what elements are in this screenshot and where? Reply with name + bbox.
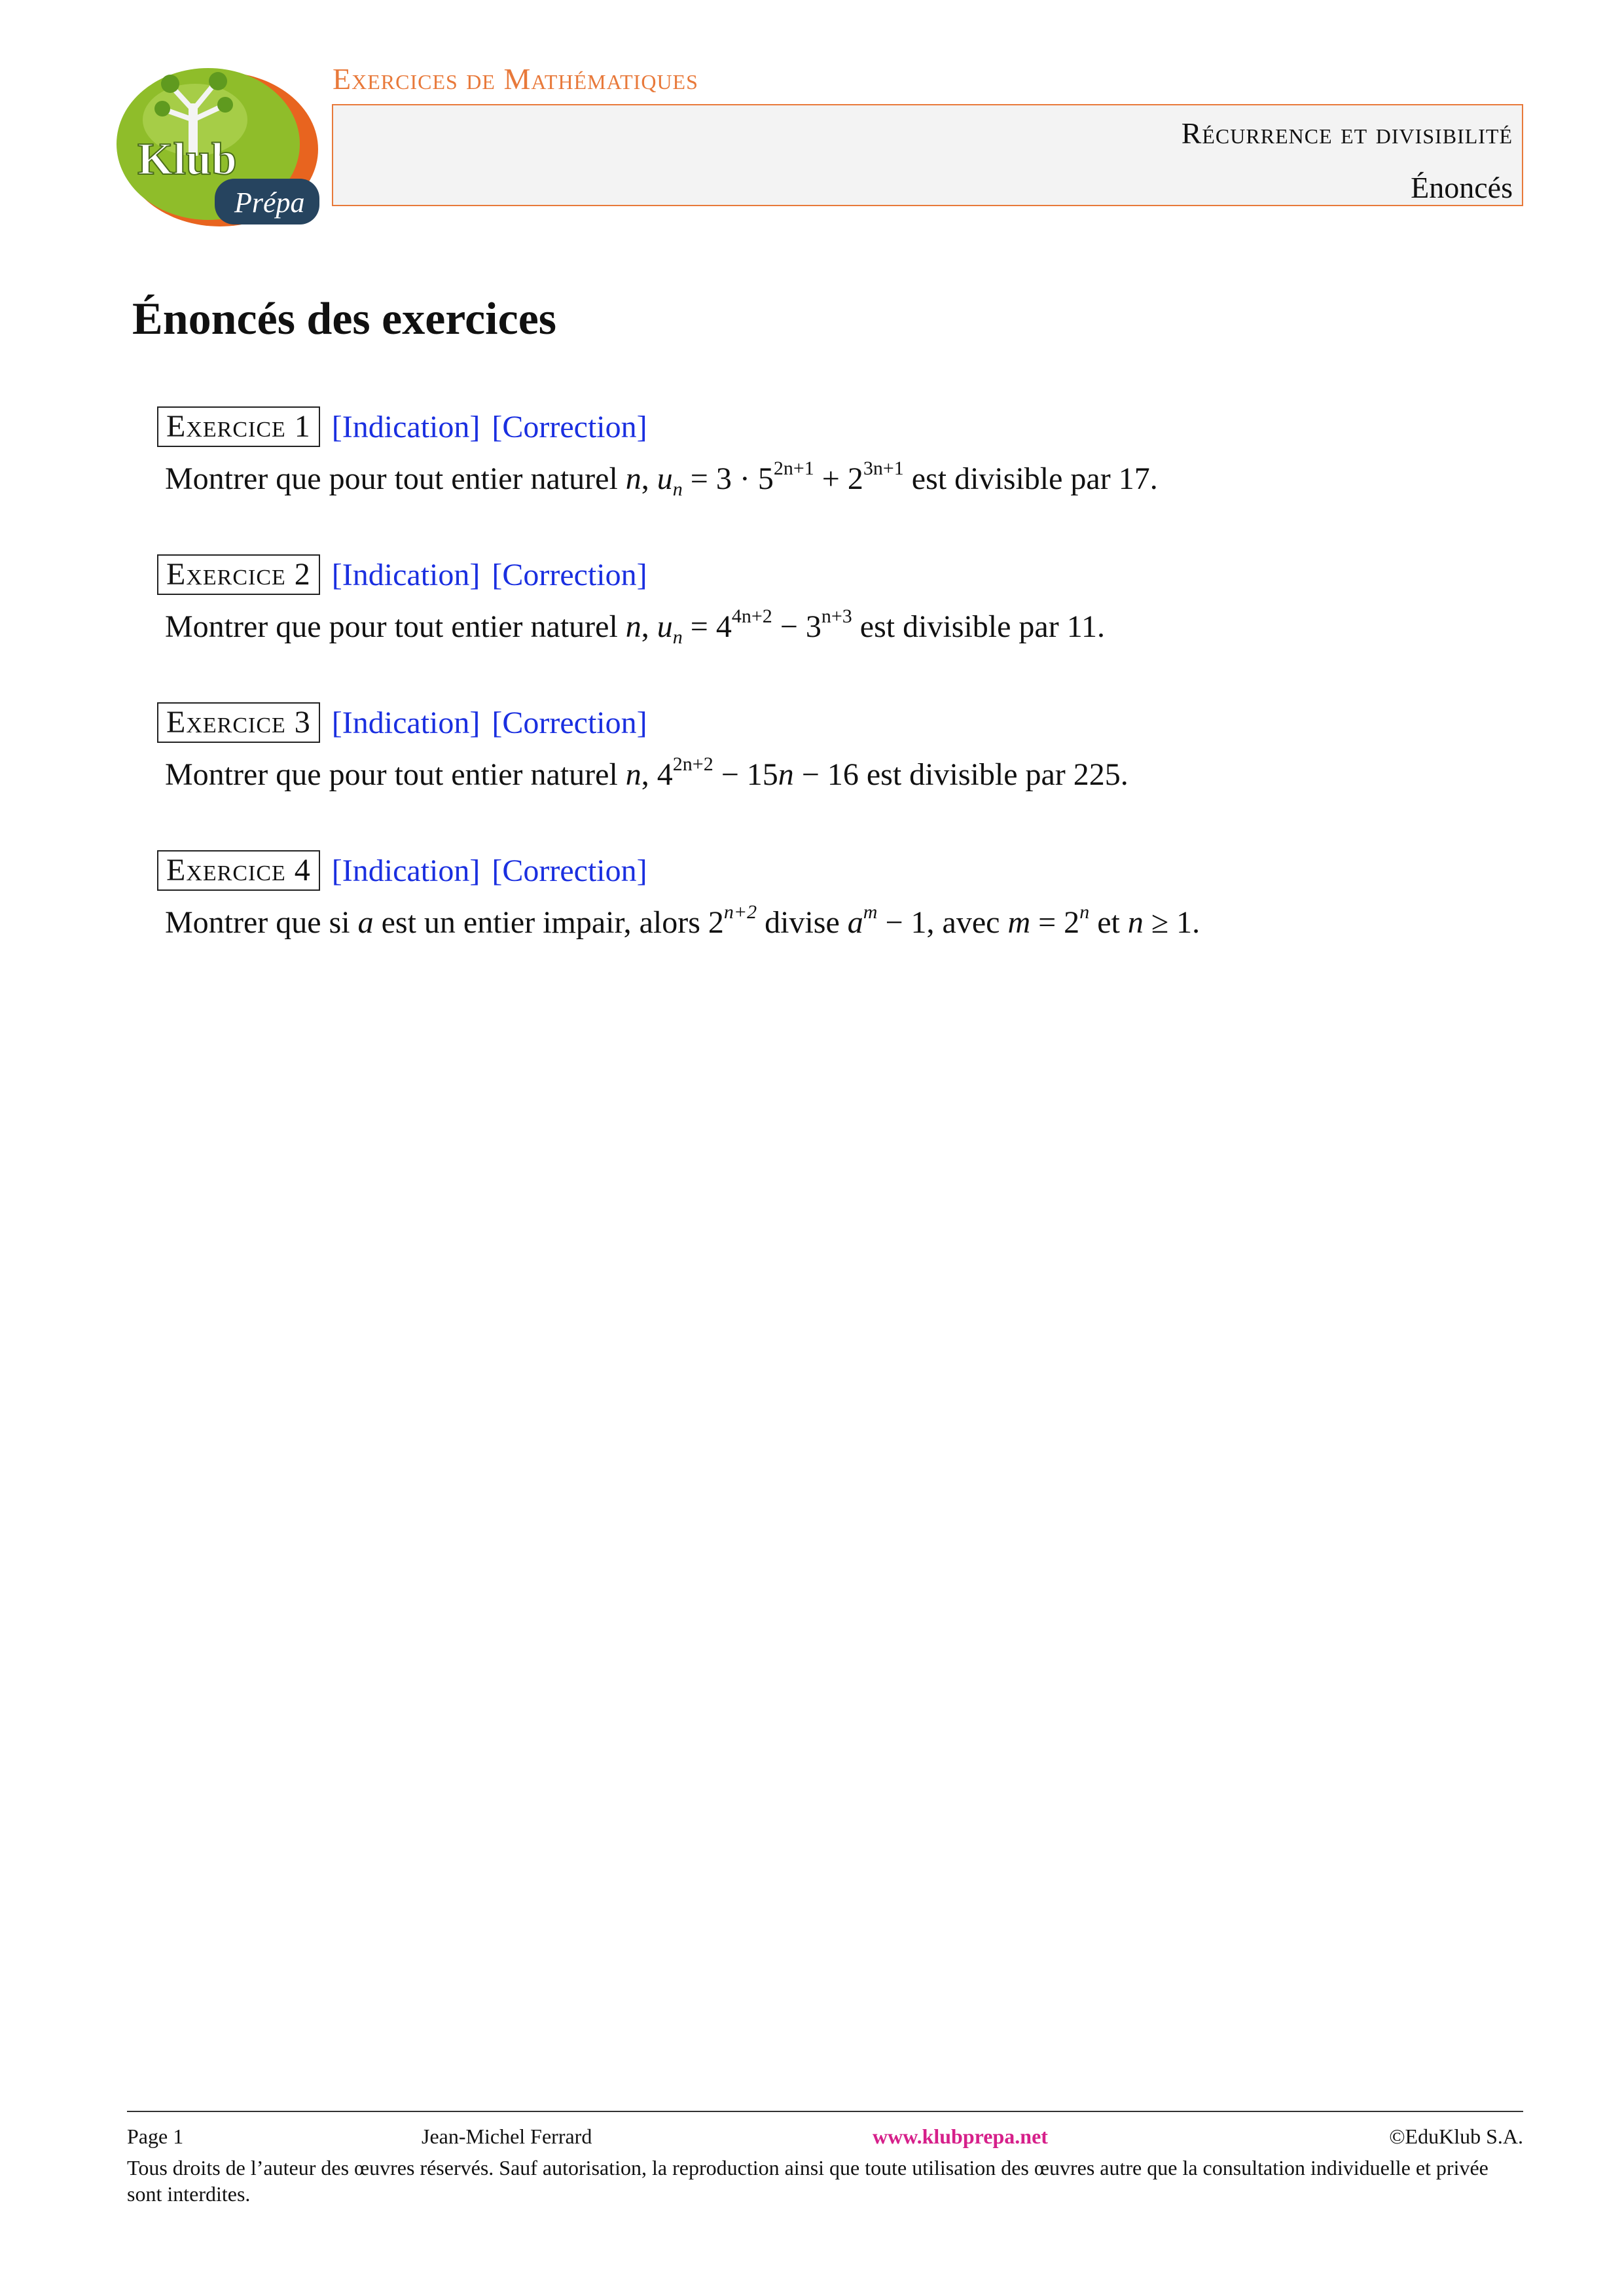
exercise-4	[157, 850, 1200, 941]
footer-author: Jean-Michel Ferrard	[422, 2125, 592, 2148]
exercise-statement: Montrer que pour tout entier naturel n, $4^{2n+2} - 15n - 16$ est divisible par 225.	[165, 753, 1128, 792]
svg-text:Klub: Klub	[137, 134, 237, 185]
exercise-3	[157, 702, 1128, 793]
exercise-statement: Montrer que pour tout entier naturel n, $u_n = 4^{4n+2} - 3^{n+3}$ est divisible par 11.	[165, 605, 1105, 648]
exercise-label: Exercice 4	[157, 850, 320, 891]
klub-prepa-logo	[110, 58, 319, 230]
exercise-statement: Montrer que pour tout entier naturel n, $u_n = 3 \cdot 5^{2n+1} + 2^{3n+1}$ est divisible par 17.	[165, 457, 1158, 500]
exercise-2	[157, 554, 1105, 648]
series-title: Exercices de Mathématiques	[333, 62, 698, 96]
hint-link[interactable]: [Indication]	[331, 409, 480, 444]
exercise-label: Exercice 3	[157, 702, 320, 743]
exercise-label: Exercice 1	[157, 406, 320, 447]
footer-copyright: ©EduKlub S.A.	[1389, 2125, 1523, 2148]
hint-link[interactable]: [Indication]	[331, 705, 480, 740]
correction-link[interactable]: [Correction]	[492, 705, 647, 740]
correction-link[interactable]: [Correction]	[492, 853, 647, 888]
svg-text:Prépa: Prépa	[234, 187, 305, 219]
footer-rule	[127, 2111, 1523, 2112]
topic-title: Récurrence et divisibilité	[1181, 117, 1513, 150]
hint-link[interactable]: [Indication]	[331, 557, 480, 592]
hint-link[interactable]: [Indication]	[331, 853, 480, 888]
correction-link[interactable]: [Correction]	[492, 557, 647, 592]
footer-page: Page 1	[127, 2125, 184, 2148]
exercise-label: Exercice 2	[157, 554, 320, 595]
header-box	[332, 104, 1523, 206]
correction-link[interactable]: [Correction]	[492, 409, 647, 444]
exercise-1	[157, 406, 1158, 500]
footer-site-link[interactable]: www.klubprepa.net	[873, 2125, 1048, 2148]
section-title: Énoncés	[1411, 171, 1513, 204]
page-heading: Énoncés des exercices	[132, 294, 557, 344]
footer-notice: Tous droits de l’auteur des œuvres réservés. Sauf autorisation, la reproduction ainsi que toute utilisation des œuvres autre que la consultation individuelle et privée sont interdites.	[127, 2156, 1489, 2206]
exercise-statement: Montrer que si a est un entier impair, alors $2^{n+2}$ divise $a^m - 1$, avec $m = 2^n$ et n ≥ 1.	[165, 901, 1200, 940]
